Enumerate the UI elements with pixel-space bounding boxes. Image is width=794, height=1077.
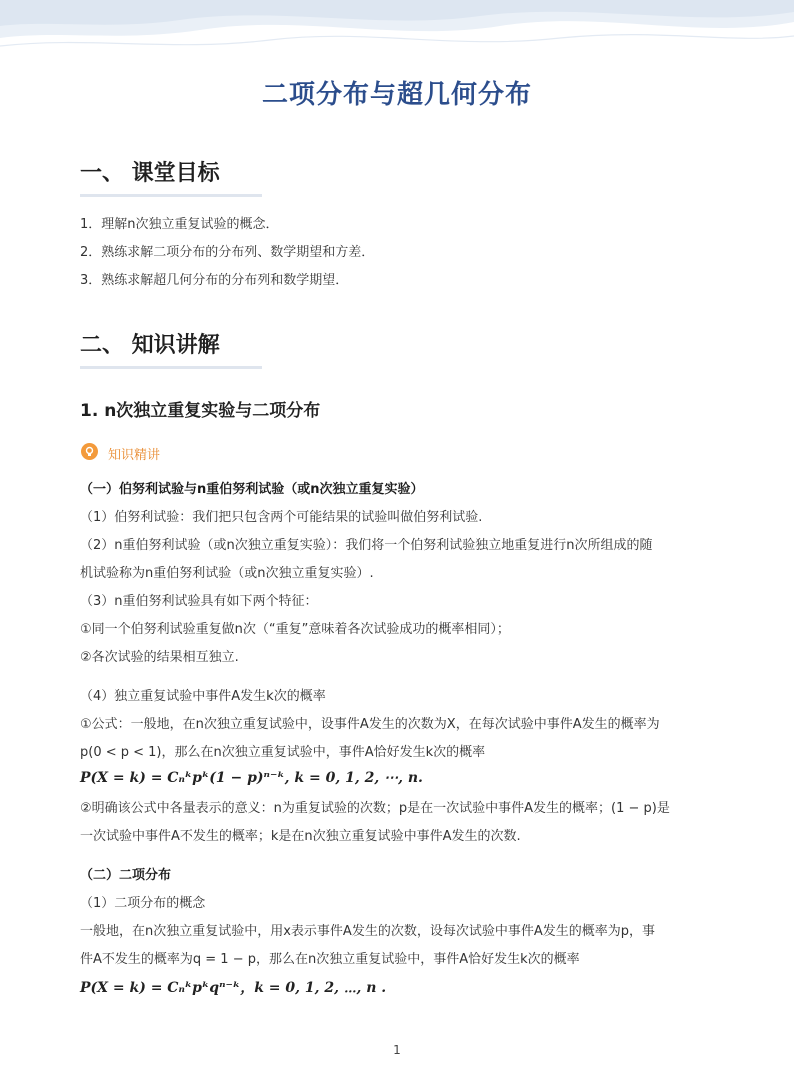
page-number: 1 xyxy=(393,1043,401,1057)
paragraph-line: 一般地，在n次独立重复试验中，用x表示事件A发生的次数，设每次试验中事件A发生的概率为p，事 xyxy=(80,924,655,939)
paragraph-line: p(0 < p < 1)，那么在n次独立重复试验中，事件A恰好发生k次的概率 xyxy=(80,745,486,760)
paragraph-line: （3）n重伯努利试验具有如下两个特征： xyxy=(80,594,318,609)
section-heading-knowledge: 二、 知识讲解 xyxy=(80,333,220,358)
paragraph-line: ②各次试验的结果相互独立. xyxy=(80,650,239,665)
lightbulb-icon xyxy=(81,443,98,460)
formula-binomial-distribution: P(X = k) = Cₙᵏpᵏqⁿ⁻ᵏ，k = 0, 1, 2, ⋯, n . xyxy=(80,980,387,996)
goal-item: 1．理解n次独立重复试验的概念． xyxy=(80,217,279,232)
header-wave-decoration xyxy=(0,0,794,60)
paragraph-line: ①公式：一般地，在n次独立重复试验中，设事件A发生的次数为X，在每次试验中事件A发生的概率为 xyxy=(80,717,660,732)
paragraph-line: （2）n重伯努利试验（或n次独立重复实验）：我们将一个伯努利试验独立地重复进行n次所组成的随 xyxy=(80,538,653,553)
document-title: 二项分布与超几何分布 xyxy=(261,80,532,110)
paragraph-line: （1）伯努利试验：我们把只包含两个可能结果的试验叫做伯努利试验. xyxy=(80,510,483,525)
section-underline xyxy=(80,366,262,369)
paragraph-line: （1）二项分布的概念 xyxy=(80,896,206,911)
subsection-heading: 1. n次独立重复实验与二项分布 xyxy=(80,401,321,421)
paragraph-line: ②明确该公式中各量表示的意义：n为重复试验的次数；p是在一次试验中事件A发生的概率；(1 − p)是 xyxy=(80,801,670,816)
formula-binomial-probability: P(X = k) = Cₙᵏpᵏ(1 − p)ⁿ⁻ᵏ, k = 0, 1, 2, ⋯, n. xyxy=(80,770,423,786)
paragraph-heading: （二）二项分布 xyxy=(80,868,172,883)
paragraph-heading: （一）伯努利试验与n重伯努利试验（或n次独立重复实验） xyxy=(80,482,424,497)
paragraph-line: 机试验称为n重伯努利试验（或n次独立重复实验）. xyxy=(80,566,374,581)
paragraph-line: 件A不发生的概率为q = 1 − p，那么在n次独立重复试验中，事件A恰好发生k次的概率 xyxy=(80,952,580,967)
goal-item: 3．熟练求解超几何分布的分布列和数学期望． xyxy=(80,273,349,288)
knowledge-tag-label: 知识精讲 xyxy=(108,448,161,463)
section-heading-goals: 一、 课堂目标 xyxy=(80,161,220,186)
paragraph-line: （4）独立重复试验中事件A发生k次的概率 xyxy=(80,689,326,704)
paragraph-line: 一次试验中事件A不发生的概率；k是在n次独立重复试验中事件A发生的次数. xyxy=(80,829,521,844)
goal-item: 2．熟练求解二项分布的分布列、数学期望和方差． xyxy=(80,245,375,260)
paragraph-line: ①同一个伯努利试验重复做n次（“重复”意味着各次试验成功的概率相同）； xyxy=(80,622,510,637)
section-underline xyxy=(80,194,262,197)
